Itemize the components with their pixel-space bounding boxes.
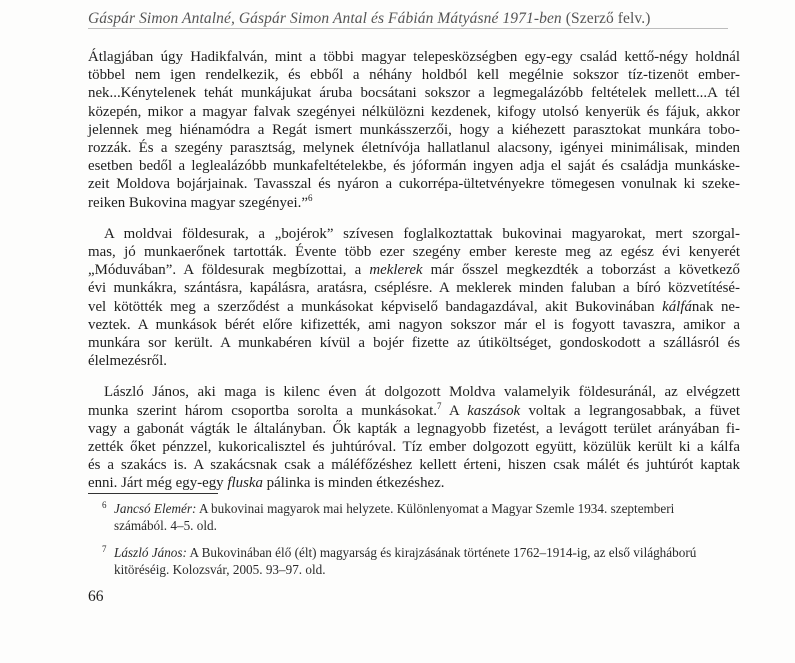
text-line: esetben bedől a leglealázóbb munkafeltételekbe, és jóformán ingyen adja el saját és családja munkáske- bbox=[88, 158, 740, 175]
text-line: zeit Moldova bojárjainak. Tavasszal és nyáron a cukorrépa-ültetvényekre tömegesen vonulnak ki szeke- bbox=[88, 176, 740, 193]
text-line: közepén, mikor a magyar falvak szegényei nélkülözni kezdenek, kifogy utolsó kenyerük és fájuk, akkor bbox=[88, 103, 740, 120]
footnote-divider bbox=[88, 493, 218, 494]
text-line: László János, aki maga is kilenc éven át dolgozott Moldva valamelyik földesuránál, az elvégzett bbox=[104, 384, 740, 401]
footnote-text: A bukovinai magyarok mai helyzete. Különlenyomat a Magyar Szemle 1934. szeptemberi bbox=[196, 501, 675, 516]
text-line: többel nem igen rendelkezik, és ebből a néhány holdból kell megélnie sokszor tíz-tizenöt ember- bbox=[88, 67, 740, 84]
text-line: A moldvai földesurak, a „bojérok” szívesen foglalkoztattak bukovinai magyarokat, mert szorgal- bbox=[104, 225, 740, 242]
text-run: voltak a legrangosabbak, a füvet bbox=[520, 402, 740, 419]
text-line: jelennek meg hiénamódra a Regát ismert munkásszerzői, hogy a kiéhezett parasztokat munkára tobo- bbox=[88, 121, 740, 138]
text-line: zették őket pénzzel, kukoricalisztel és juhtúróval. Tíz ember dolgozott együtt, közülük került ki a kálfa bbox=[88, 439, 740, 456]
term-meklerek: meklerek bbox=[369, 262, 423, 279]
text-line: nek...Kénytelenek tehát munkájukat áruba bocsátani sokszor a legmegalázóbb feltételek mellett...A tél bbox=[88, 85, 740, 102]
text-line: rozzák. És a szegény parasztság, melynek életnívója hallatlanul alacsony, igényei minimálisak, minden bbox=[88, 140, 740, 157]
text-line: Átlagjában úgy Hadikfalván, mint a többi magyar telepesközségben egy-egy család kettő-négy holdnál bbox=[88, 49, 740, 65]
text-line: veztek. A munkások bérét előre kifizették, ami nagyon sokszor már el is fogyott tavaszra, amikor a bbox=[88, 316, 740, 333]
text-line bbox=[88, 474, 740, 492]
photo-caption-header bbox=[88, 10, 728, 28]
text-line: mas, jó munkaerőnek tartották. Évente több ezer szegény ember kereste meg az egész évi kenyerét bbox=[88, 244, 740, 261]
footnote-text: A Bukovinában élő (élt) magyarság és kirajzásának története 1762–1914-ig, az első világháború bbox=[186, 545, 697, 560]
text-line: és a szakács is. A szakácsnak csak a máléfőzéshez kellett érteni, hiszen csak málét és juhtúrót kaptak bbox=[88, 457, 740, 474]
footnote-text: kitöréséig. Kolozsvár, 2005. 93–97. old. bbox=[114, 562, 326, 577]
term-kalfa: kálfá bbox=[662, 298, 692, 315]
text-line: vagy a gabonát vágták le általányban. Ők kapták a legnagyobb fizetést, a levágott terület arányában fi- bbox=[88, 420, 740, 437]
paragraph-2 bbox=[88, 225, 740, 371]
footnote-7 bbox=[88, 541, 740, 578]
text-run: vel kötötték meg a szerződést a munkásokat képviselő bandagazdával, akit Bukovinában bbox=[88, 298, 663, 315]
text-line bbox=[88, 261, 740, 279]
text-run: „Móduvában”. A földesurak megbízottai, a bbox=[88, 262, 370, 279]
text-line bbox=[88, 402, 740, 420]
quote-end: reiken Bukovina magyar szegényei.” bbox=[88, 194, 308, 211]
caption-names: Gáspár Simon Antalné, Gáspár Simon Antal és Fábián Mátyásné 1971-ben bbox=[88, 10, 562, 27]
paragraph-1 bbox=[88, 48, 740, 212]
footnote-ref-6[interactable]: 6 bbox=[307, 192, 313, 203]
page-number: 66 bbox=[88, 588, 104, 605]
footnote-text: számából. 4–5. old. bbox=[114, 518, 217, 533]
footnote-ref-7[interactable]: 7 bbox=[436, 400, 442, 411]
footnotes bbox=[88, 497, 740, 585]
text-line bbox=[88, 298, 740, 316]
text-line: élelmezésről. bbox=[88, 353, 167, 370]
caption-credit: (Szerző felv.) bbox=[561, 10, 651, 27]
term-fluska: fluska bbox=[227, 475, 263, 492]
text-run: nak ne- bbox=[691, 298, 740, 315]
text-line bbox=[88, 194, 740, 212]
text-line: évi munkákra, szántásra, kapálásra, aratásra, cséplésre. A meklerek minden faluban a bíró közvetítésé- bbox=[88, 280, 740, 297]
text-run: már ősszel megkezdték a toborzást a következő bbox=[422, 262, 740, 279]
text-run: munka szerint három csoportba sorolta a munkásokat. bbox=[88, 402, 437, 419]
footnote-author: Jancsó Elemér: bbox=[114, 501, 197, 516]
footnote-author: László János: bbox=[114, 545, 187, 560]
text-run: enni. Járt még egy-egy bbox=[88, 475, 228, 492]
footnote-number: 6 bbox=[102, 500, 107, 510]
header-divider bbox=[88, 28, 728, 29]
text-run: A bbox=[441, 402, 468, 419]
text-run: pálinka is minden étkezéshez. bbox=[262, 475, 445, 492]
paragraph-3 bbox=[88, 383, 740, 492]
body-text bbox=[88, 48, 740, 506]
footnote-number: 7 bbox=[102, 544, 107, 554]
text-line: munkára sor került. A munkabéren kívül a bojér fizette az útiköltséget, gondoskodott a szállásról és bbox=[88, 335, 740, 352]
footnote-6 bbox=[88, 497, 740, 534]
term-kaszasok: kaszások bbox=[467, 402, 521, 419]
